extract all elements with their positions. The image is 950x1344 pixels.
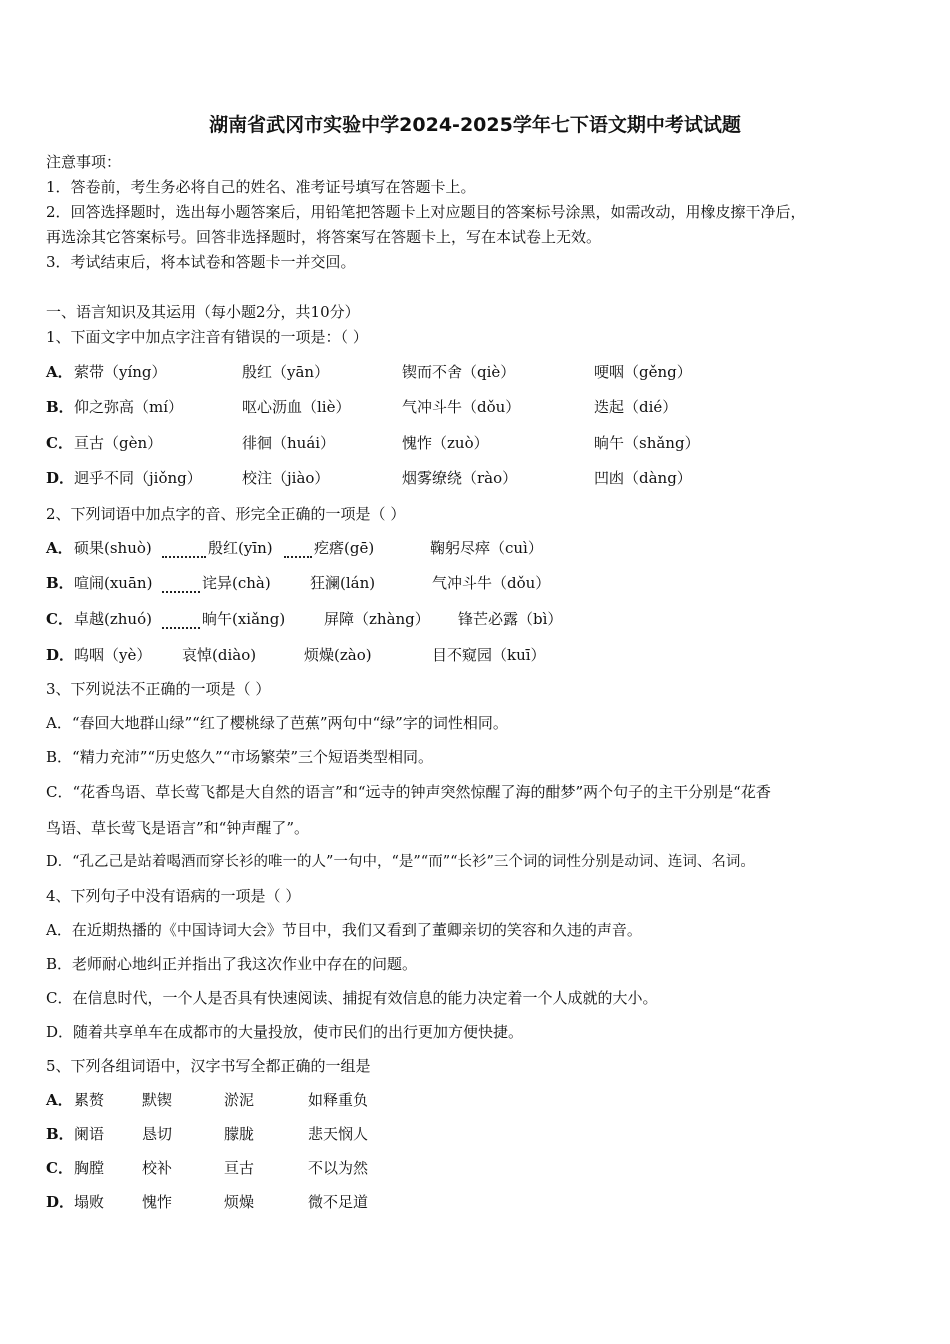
q1-d-3: 烟雾缭绕（rào） [402, 469, 518, 487]
dotted-mark [162, 546, 206, 558]
q5-stem: 5、下列各组词语中，汉字书写全都正确的一组是 [46, 1057, 371, 1075]
q1-d-label: D． [46, 469, 75, 487]
page-title: 湖南省武冈市实验中学2024-2025学年七下语文期中考试试题 [209, 114, 741, 136]
q1-a-label: A． [46, 363, 73, 381]
q5-d-1: 塌败 [74, 1193, 105, 1211]
q1-a-4: 哽咽（gěng） [594, 363, 692, 381]
q2-a-label: A． [46, 539, 73, 557]
q3-option-d: D．“孔乙己是站着喝酒而穿长衫的唯一的人”一句中，“是”“而”“长衫”三个词的词性分别是动词、连词、名词。 [46, 854, 755, 870]
q2-c-3: 屏障（zhàng） [324, 610, 430, 628]
q1-b-label: B． [46, 398, 74, 416]
dotted-mark [162, 581, 200, 593]
q1-c-3: 愧怍（zuò） [402, 434, 489, 452]
q5-c-2: 校补 [142, 1159, 173, 1177]
q5-d-label: D． [46, 1193, 75, 1211]
q2-a-2: 殷红(yīn) [208, 539, 273, 557]
q2-c-4: 锋芒必露（bì） [458, 610, 563, 628]
q1-c-4: 晌午（shǎng） [594, 434, 700, 452]
q2-b-1: 喧闹(xuān) [74, 574, 153, 592]
q2-d-2: 哀悼(diào) [182, 646, 257, 664]
q1-b-4: 迭起（dié） [594, 398, 678, 416]
q2-c-2: 晌午(xiǎng) [202, 610, 286, 628]
q2-c-label: C． [46, 610, 73, 628]
q2-stem: 2、下列词语中加点字的音、形完全正确的一项是（ ） [46, 505, 406, 523]
q2-d-label: D． [46, 646, 75, 664]
q5-d-4: 微不足道 [308, 1193, 369, 1211]
q3-option-c-line1: C．“花香鸟语、草长莺飞都是大自然的语言”和“远寺的钟声突然惊醒了海的酣梦”两个句子的主干分别是“花香 [46, 783, 771, 801]
q5-d-3: 烦燥 [224, 1193, 255, 1211]
q5-c-label: C． [46, 1159, 73, 1177]
q2-d-1: 呜咽（yè） [74, 646, 152, 664]
q5-a-3: 淤泥 [224, 1091, 255, 1109]
q2-b-label: B． [46, 574, 74, 592]
q1-a-2: 殷红（yān） [242, 363, 330, 381]
q1-a-1: 萦带（yíng） [74, 363, 167, 381]
q5-b-label: B． [46, 1125, 74, 1143]
q3-stem: 3、下列说法不正确的一项是（ ） [46, 680, 271, 698]
q1-c-1: 亘古（gèn） [74, 434, 163, 452]
q1-a-3: 锲而不舍（qiè） [402, 363, 516, 381]
q4-option-d: D．随着共享单车在成都市的大量投放，使市民们的出行更加方便快捷。 [46, 1023, 524, 1041]
q4-option-a: A．在近期热播的《中国诗词大会》节目中，我们又看到了董卿亲切的笑容和久违的声音。 [46, 921, 642, 939]
q5-c-1: 胸膛 [74, 1159, 105, 1177]
q5-b-2: 恳切 [142, 1125, 173, 1143]
q2-b-4: 气冲斗牛（dǒu） [432, 574, 551, 592]
q1-c-2: 徘徊（huái） [242, 434, 336, 452]
q5-d-2: 愧怍 [142, 1193, 173, 1211]
q1-d-1: 迥乎不同（jiǒng） [74, 469, 202, 487]
q1-b-1: 仰之弥高（mí） [74, 398, 184, 416]
q5-c-4: 不以为然 [308, 1159, 369, 1177]
section-heading: 一、语言知识及其运用（每小题2分，共10分） [46, 303, 360, 321]
q5-a-1: 累赘 [74, 1091, 105, 1109]
note-2a: 2．回答选择题时，选出每小题答案后，用铅笔把答题卡上对应题目的答案标号涂黑，如需改动，用橡皮擦干净后， [46, 203, 806, 221]
note-3: 3．考试结束后，将本试卷和答题卡一并交回。 [46, 253, 356, 271]
dotted-mark [284, 546, 312, 558]
q1-b-3: 气冲斗牛（dǒu） [402, 398, 521, 416]
q5-b-4: 悲天悯人 [308, 1125, 369, 1143]
q1-b-2: 呕心沥血（liè） [242, 398, 351, 416]
q3-option-b: B．“精力充沛”“历史悠久”“市场繁荣”三个短语类型相同。 [46, 748, 434, 766]
note-1: 1．答卷前，考生务必将自己的姓名、准考证号填写在答题卡上。 [46, 178, 476, 196]
q1-c-label: C． [46, 434, 73, 452]
q3-option-a: A．“春回大地群山绿”“红了樱桃绿了芭蕉”两句中“绿”字的词性相同。 [46, 714, 508, 732]
q2-a-1: 硕果(shuò) [74, 539, 152, 557]
q1-stem: 1、下面文字中加点字注音有错误的一项是：（ ） [46, 328, 368, 346]
q2-d-4: 目不窥园（kuī） [432, 646, 546, 664]
notes-heading: 注意事项： [46, 153, 122, 171]
q1-d-4: 凹凼（dàng） [594, 469, 692, 487]
q4-stem: 4、下列句子中没有语病的一项是（ ） [46, 887, 301, 905]
q2-c-1: 卓越(zhuó) [74, 610, 152, 628]
q2-a-3: 疙瘩(gē) [314, 539, 375, 557]
q4-option-c: C．在信息时代，一个人是否具有快速阅读、捕捉有效信息的能力决定着一个人成就的大小。 [46, 989, 658, 1007]
q5-b-1: 阑语 [74, 1125, 105, 1143]
q2-a-4: 鞠躬尽瘁（cuì） [430, 539, 543, 557]
q2-b-3: 狂澜(lán) [310, 574, 376, 592]
q2-b-2: 诧异(chà) [202, 574, 271, 592]
note-2b: 再选涂其它答案标号。回答非选择题时，将答案写在答题卡上，写在本试卷上无效。 [46, 228, 602, 246]
q2-d-3: 烦燥(zào) [304, 646, 372, 664]
q4-option-b: B．老师耐心地纠正并指出了我这次作业中存在的问题。 [46, 955, 418, 973]
q5-a-4: 如释重负 [308, 1091, 369, 1109]
q1-d-2: 校注（jiào） [242, 469, 330, 487]
q5-b-3: 朦胧 [224, 1125, 255, 1143]
q5-a-label: A． [46, 1091, 73, 1109]
q3-option-c-line2: 鸟语、草长莺飞是语言”和“钟声醒了”。 [46, 819, 310, 837]
q5-c-3: 亘古 [224, 1159, 255, 1177]
dotted-mark [162, 617, 200, 629]
q5-a-2: 默锲 [142, 1091, 173, 1109]
